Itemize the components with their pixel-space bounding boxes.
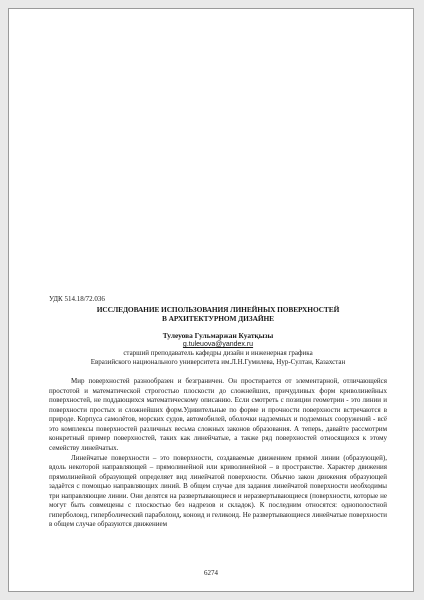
author-email-link[interactable]: g.tuleuova@yandex.ru (182, 341, 254, 348)
document-page (8, 8, 414, 592)
author-name: Тулеуова Гульмаржан Куатқызы (162, 331, 274, 340)
article-body (49, 377, 387, 530)
article-title-line-1: ИССЛЕДОВАНИЕ ИСПОЛЬЗОВАНИЯ ЛИНЕЙНЫХ ПОВЕРХНОСТЕЙ (96, 305, 340, 314)
body-paragraph: Мир поверхностей разнообразен и безграничен. Он простирается от элементарной, отличающейся простотой и математической строгостью плоскости до сложнейших, причудливых форм криволинейных поверхностей, не поддающихся математическому описанию. Если смотреть с позиции геометрии - это линии и поверхности простых и сложнейших форм.Удивительные по форме и прочности поверхности встречаются в природе. Корпуса самолётов, морских судов, автомобилей, оболочки надземных и подземных сооружений - всё это комплексы поверхностей различных весьма сложных законов образования. А теперь, давайте рассмотрим конкретный пример поверхностей, таких как линейчатые, а также ряд поверхностей относящихся к этому семейству линейчатых. (49, 377, 387, 452)
body-paragraph: Линейчатые поверхности – это поверхности, создаваемые движением прямой линии (образующей), вдоль некоторой направляющей – прямолинейной или криволинейной – в пространстве. Характер движения прямолинейной образующей определяет вид линейчатой поверхности. Обычно закон движения образующей задаётся с помощью направляющих линий. В общем случае для задания линейчатой поверхности необходимы три направляющие линии. Они делятся на развертывающиеся и неразвертывающиеся (поверхности, которые не могут быть совмещены с плоскостью без надрезов и складок). К последним относятся: однополостной гиперболоид, гиперболический параболоид, коноид и геликоид. Не развертывающиеся линейчатые поверхности в общем случае образуются движением (49, 453, 387, 528)
udk-code: УДК 514.18/72.036 (49, 295, 105, 303)
article-content (49, 295, 387, 530)
page-number: 6274 (204, 569, 218, 577)
author-position: старший преподаватель кафедры дизайн и инженерная графика (123, 349, 313, 357)
article-title-line-2: В АРХИТЕКТУРНОМ ДИЗАЙНЕ (162, 314, 274, 323)
author-university: Евразийского национального университета им.Л.Н.Гумилева, Нур-Султан, Казахстан (90, 358, 346, 366)
